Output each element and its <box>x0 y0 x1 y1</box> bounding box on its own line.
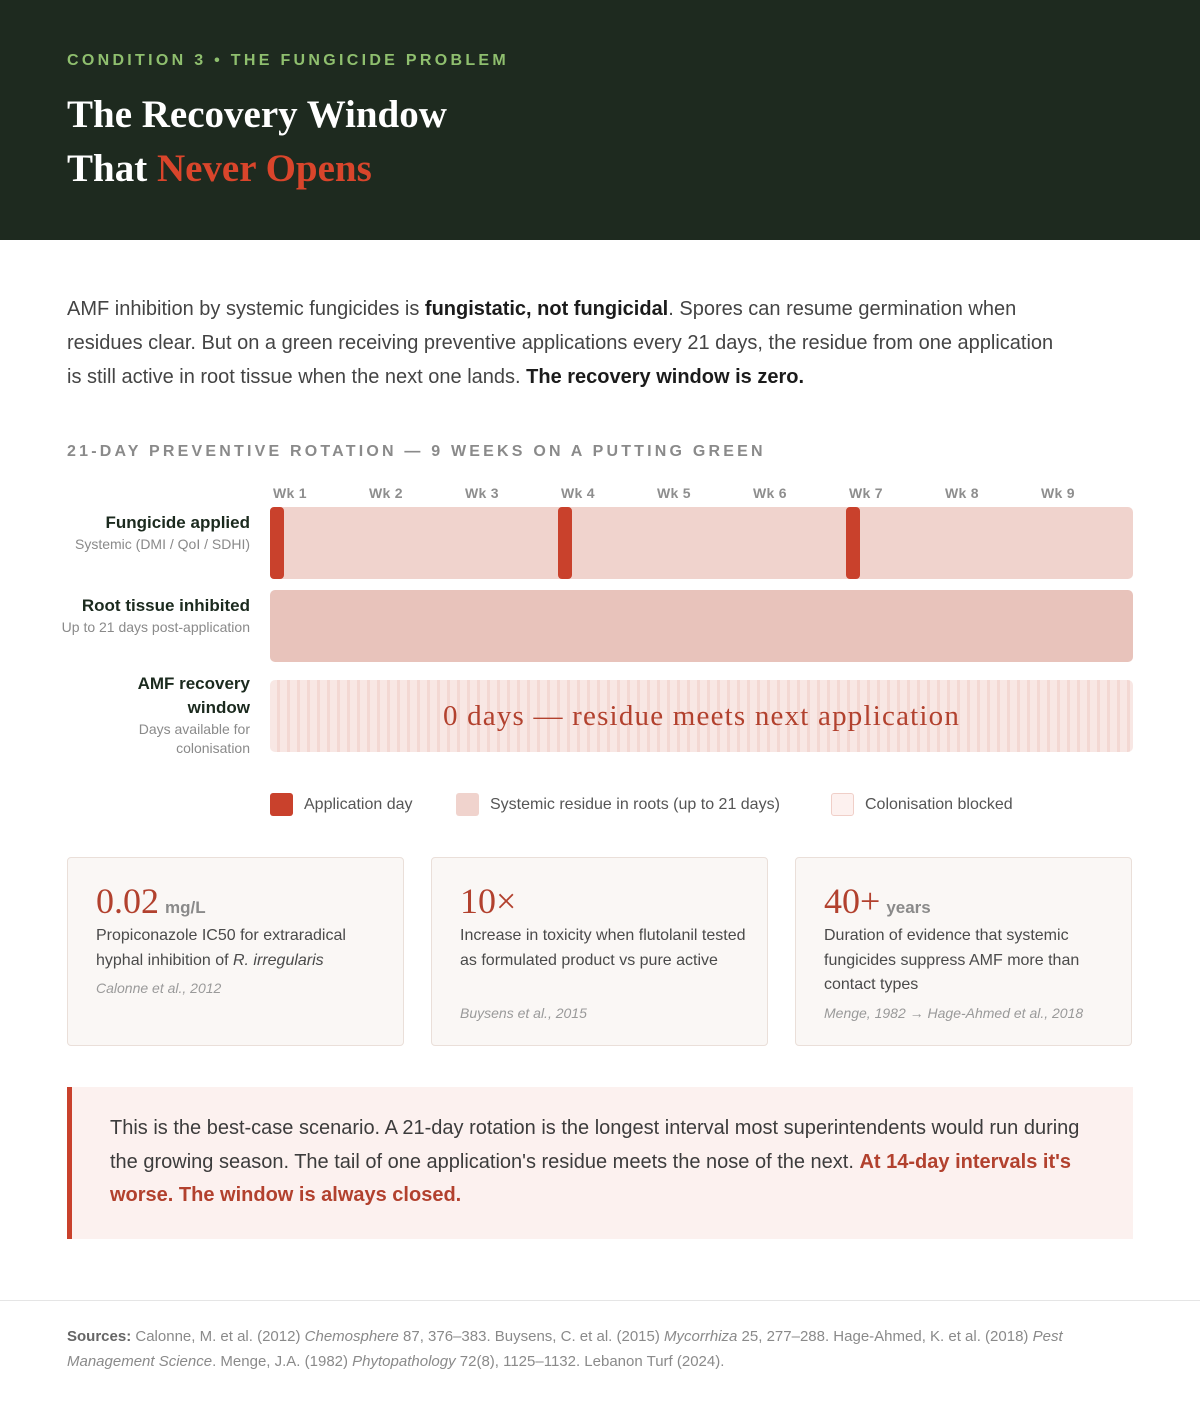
legend-swatch-blocked <box>831 793 854 816</box>
stat-citation: Menge, 1982 → Hage-Ahmed et al., 2018 <box>824 1005 1084 1021</box>
source-text: 72(8), 1125–1132. Lebanon Turf (2024). <box>455 1353 725 1370</box>
row-label-sub: Systemic (DMI / QoI / SDHI) <box>74 536 250 552</box>
source-text: . Menge, J.A. (1982) <box>212 1353 353 1370</box>
eyebrow-label: CONDITION 3 • THE FUNGICIDE PROBLEM <box>67 52 509 69</box>
source-text: 87, 376–383. Buysens, C. et al. (2015) <box>398 1328 665 1345</box>
source-text: Calonne, M. et al. (2012) <box>131 1328 305 1345</box>
callout-text <box>110 1112 1110 1213</box>
legend-label: Systemic residue in roots (up to 21 days) <box>490 795 780 813</box>
week-label: Wk 8 <box>945 485 979 501</box>
title-line-2-plain: That <box>67 147 148 190</box>
row-label-main: Root tissue inhibited <box>81 596 250 615</box>
sources-footnote <box>67 1324 1133 1374</box>
week-label: Wk 1 <box>273 485 307 501</box>
legend-swatch-residue <box>456 793 479 816</box>
stat-card-toxicity <box>431 857 768 1046</box>
title-line-2 <box>67 142 447 196</box>
stat-citation: Calonne et al., 2012 <box>96 980 222 996</box>
source-journal: Pest Management Science <box>67 1328 1063 1370</box>
callout-highlight: At 14-day intervals it's worse. The window is always closed. <box>110 1150 1071 1206</box>
application-day-marker <box>558 507 572 579</box>
stat-value <box>824 880 931 922</box>
intro-text-1: AMF inhibition by systemic fungicides is <box>67 298 425 320</box>
title-line-2-accent: Never Opens <box>156 147 372 190</box>
recovery-window-text: 0 days — residue meets next application <box>442 699 961 732</box>
header-banner <box>0 0 1200 240</box>
intro-paragraph <box>67 292 1067 394</box>
legend-blocked <box>831 793 1013 816</box>
residue-track <box>270 590 1133 662</box>
legend-application-day <box>270 793 413 816</box>
stat-description <box>96 924 386 973</box>
stat-unit: mg/L <box>165 898 206 917</box>
callout-plain: This is the best-case scenario. A 21-day rotation is the longest interval most superintendents would run during the growing season. The tail of one application's residue meets the nose of the next. <box>110 1117 1080 1173</box>
week-label: Wk 3 <box>465 485 499 501</box>
stat-card-ic50 <box>67 857 404 1046</box>
stat-value <box>96 880 206 922</box>
row-label-main: Fungicide applied <box>105 513 250 532</box>
stat-desc-text: Increase in toxicity when flutolanil tested as formulated product vs pure active <box>460 927 746 969</box>
week-label: Wk 7 <box>849 485 883 501</box>
week-label: Wk 6 <box>753 485 787 501</box>
stat-desc-italic: R. irregularis <box>232 951 324 969</box>
row-label-root-tissue <box>50 594 250 637</box>
application-day-marker <box>846 507 860 579</box>
sources-label: Sources: <box>67 1328 132 1345</box>
legend-swatch-application <box>270 793 293 816</box>
row-label-sub: Days available for colonisation <box>138 721 250 756</box>
week-label: Wk 2 <box>369 485 403 501</box>
week-label: Wk 9 <box>1041 485 1075 501</box>
week-label: Wk 4 <box>561 485 595 501</box>
title-line-1: The Recovery Window <box>67 93 447 136</box>
row-label-fungicide <box>50 511 250 554</box>
stat-card-years <box>795 857 1132 1046</box>
stat-citation: Buysens et al., 2015 <box>460 1005 587 1021</box>
stat-unit: years <box>886 898 931 917</box>
row-label-main: AMF recovery window <box>137 674 250 717</box>
timeline-section-label: 21-DAY PREVENTIVE ROTATION — 9 WEEKS ON A PUTTING GREEN <box>67 443 766 460</box>
source-journal: Phytopathology <box>352 1353 456 1370</box>
legend-label: Application day <box>304 795 413 813</box>
application-day-marker <box>270 507 284 579</box>
callout-box <box>67 1087 1133 1239</box>
source-journal: Chemosphere <box>304 1328 399 1345</box>
legend-label: Colonisation blocked <box>865 795 1013 813</box>
row-label-sub: Up to 21 days post-application <box>61 619 250 635</box>
stat-desc-text: Propiconazole IC50 for extraradical hyphal inhibition of <box>96 927 346 969</box>
stat-number: 10× <box>460 881 517 921</box>
stat-number: 40+ <box>824 881 881 921</box>
stat-value <box>460 880 516 922</box>
fungicide-track <box>270 507 1133 579</box>
footer-divider <box>0 1300 1200 1301</box>
intro-bold-1: fungistatic, not fungicidal <box>424 298 669 320</box>
source-text: 25, 277–288. Hage-Ahmed, K. et al. (2018) <box>737 1328 1033 1345</box>
source-journal: Mycorrhiza <box>664 1328 738 1345</box>
stat-description <box>460 924 750 973</box>
intro-bold-2: The recovery window is zero. <box>526 366 805 388</box>
stat-description <box>824 924 1114 998</box>
stat-desc-text: Duration of evidence that systemic fungicides suppress AMF more than contact types <box>824 927 1080 993</box>
page-title <box>67 88 447 196</box>
legend-residue <box>456 793 780 816</box>
week-label: Wk 5 <box>657 485 691 501</box>
intro-text-2: . Spores can resume germination when residues clear. But on a green receiving preventive applications every 21 days, the residue from one application is still active in root tissue when the next one lands. <box>67 298 1054 388</box>
stat-number: 0.02 <box>96 881 159 921</box>
row-label-recovery <box>50 672 250 758</box>
